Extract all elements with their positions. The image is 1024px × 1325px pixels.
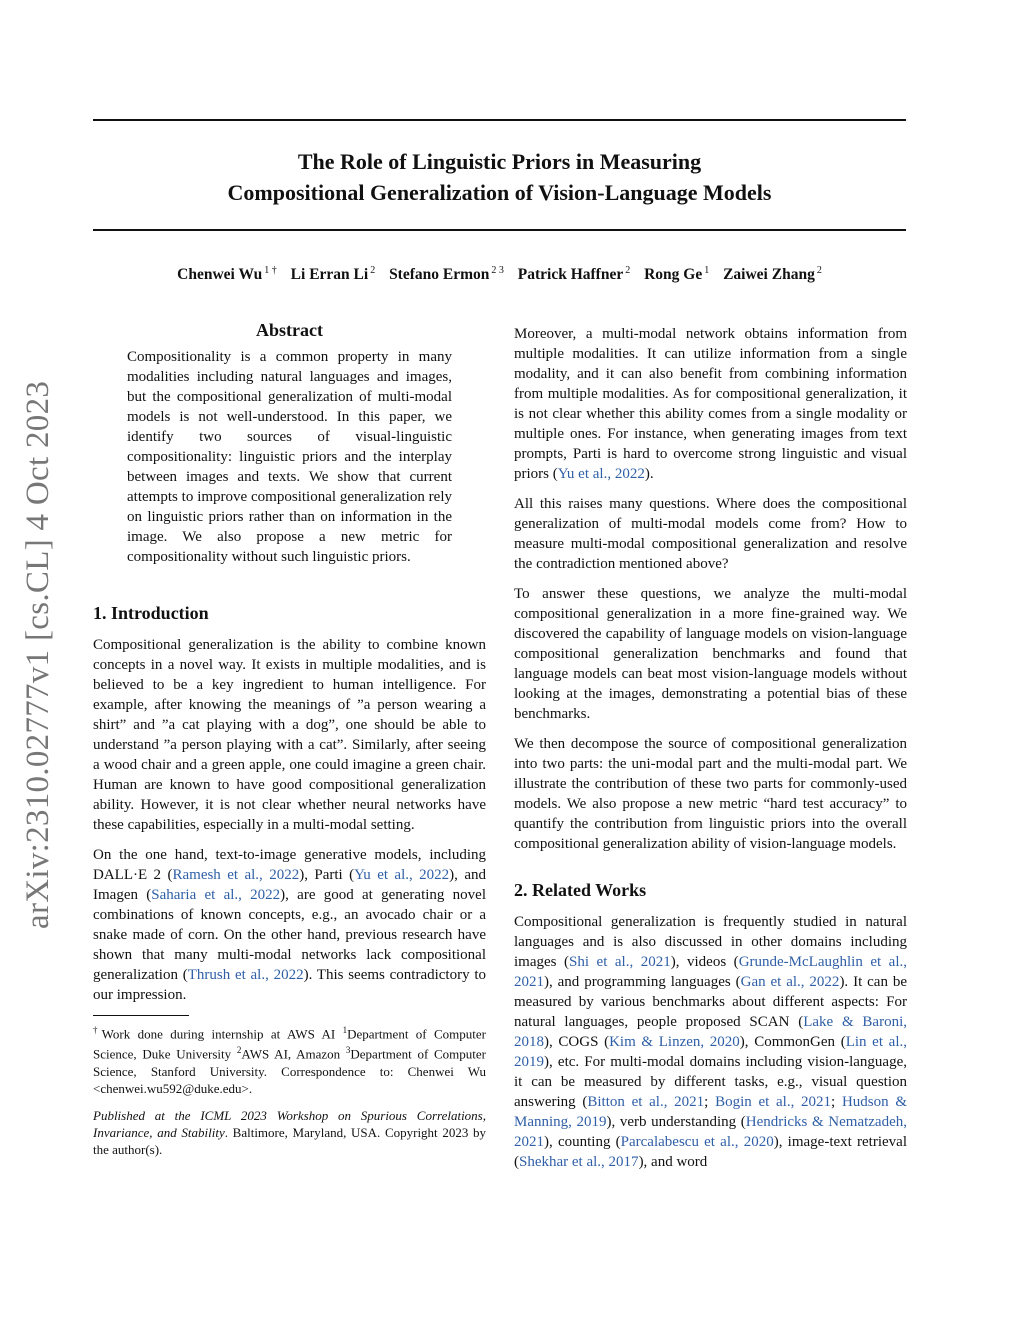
- title-line-2: Compositional Generalization of Vision-Language Models: [227, 180, 772, 205]
- intro-paragraph-5: To answer these questions, we analyze the multi-modal compositional generalization in a more fine-grained way. We discovered the capability of language models on vision-language compositional generalization benchmarks and found that language models can beat most vision-language models without looking at the images, demonstrating a potential bias of these benchmarks.: [514, 586, 907, 722]
- author: Zaiwei Zhang $^2$: [723, 265, 822, 284]
- paper-title: [93, 146, 906, 208]
- author-list: [93, 265, 906, 284]
- related-works-heading: 2. Related Works: [514, 880, 647, 900]
- abstract-heading: Abstract: [256, 320, 323, 340]
- citation-link[interactable]: Shekhar et al., 2017: [519, 1154, 639, 1170]
- citation-link[interactable]: Yu et al., 2022: [354, 867, 450, 883]
- citation-link[interactable]: Hudson & Manning, 2019: [514, 1094, 907, 1130]
- footnote: †Work done during internship at AWS AI $^1$Department of Computer Science, Duke University $^2$AWS AI, Amazon $^3$Department of Computer Science, Stanford University. Correspondence to: Chenwei Wu <chenwei.wu592@duke.edu>.: [93, 1025, 487, 1096]
- related-works-paragraph: Compositional generalization is frequently studied in natural languages and is also discussed in other domains including images (Shi et al., 2021), videos (Grunde-McLaughlin et al., 2021), and programming languages (Gan et al., 2022). It can be measured by various benchmarks about different aspects: For natural languages, people proposed SCAN (Lake & Baroni, 2018), COGS (Kim & Linzen, 2020), CommonGen (Lin et al., 2019), etc. For multi-modal domains including vision-language, it can be measured by different tasks, e.g., visual question answering (Bitton et al., 2021; Bogin et al., 2021; Hudson & Manning, 2019), verb understanding (Hendricks & Nematzadeh, 2021), counting (Parcalabescu et al., 2020), image-text retrieval (Shekhar et al., 2017), and word: [514, 914, 908, 1170]
- citation-link[interactable]: Thrush et al., 2022: [187, 967, 304, 983]
- citation-link[interactable]: Saharia et al., 2022: [151, 887, 281, 903]
- citation-link[interactable]: Bogin et al., 2021: [715, 1094, 832, 1110]
- title-rule-top: [93, 119, 906, 121]
- author: Chenwei Wu $^{1 \dagger}$: [177, 265, 277, 284]
- citation-link[interactable]: Gan et al., 2022: [740, 974, 840, 990]
- intro-paragraph-2: On the one hand, text-to-image generative models, including DALL·E 2 (Ramesh et al., 2022), Parti (Yu et al., 2022), and Imagen (Saharia et al., 2022), are good at generating novel combinations of known concepts, e.g., an avocado chair or a snake made of corn. On the other hand, previous research have shown that many multi-modal networks lack compositional generalization (Thrush et al., 2022). This seems contradictory to our impression.: [93, 847, 487, 1003]
- intro-paragraph-4: All this raises many questions. Where does the compositional generalization of multi-modal models come from? How to measure multi-modal compositional generalization and resolve the contradiction mentioned above?: [514, 496, 907, 572]
- citation-link[interactable]: Hendricks & Nematzadeh, 2021: [514, 1114, 907, 1150]
- intro-paragraph-3: Moreover, a multi-modal network obtains information from multiple modalities. It can utilize information from a single modality, and it can also benefit from combining information from multiple modalities. As for compositional generalization, it is not clear whether this ability comes from a single modality or multiple ones. For instance, when generating images from text prompts, Parti is hard to overcome strong linguistic and visual priors (Yu et al., 2022).: [514, 326, 907, 482]
- author: Stefano Ermon $^{2 3}$: [389, 265, 504, 284]
- citation-link[interactable]: Kim & Linzen, 2020: [609, 1034, 740, 1050]
- author: Li Erran Li $^2$: [290, 265, 376, 284]
- citation-link[interactable]: Bitton et al., 2021: [587, 1094, 705, 1110]
- author: Rong Ge $^1$: [644, 265, 710, 284]
- footnote-rule: [93, 1015, 189, 1016]
- intro-paragraph-6: We then decompose the source of compositional generalization into two parts: the uni-modal part and the multi-modal part. We illustrate the contribution of these two parts for commonly-used models. We also propose a new metric “hard test accuracy” to quantify the contribution from linguistic priors into the overall compositional generalization ability of vision-language models.: [514, 736, 907, 852]
- citation-link[interactable]: Lin et al., 2019: [514, 1034, 907, 1070]
- citation-link[interactable]: Ramesh et al., 2022: [172, 867, 300, 883]
- publication-note: Published at the ICML 2023 Workshop on Spurious Correlations, Invariance, and Stability. Baltimore, Maryland, USA. Copyright 2023 by the author(s).: [93, 1107, 486, 1157]
- author: Patrick Haffner $^2$: [517, 265, 631, 284]
- introduction-heading: 1. Introduction: [93, 603, 209, 623]
- arxiv-identifier: arXiv:2310.02777v1 [cs.CL] 4 Oct 2023: [20, 380, 56, 929]
- citation-link[interactable]: Yu et al., 2022: [557, 466, 645, 482]
- citation-link[interactable]: Shi et al., 2021: [569, 954, 671, 970]
- intro-paragraph-1: Compositional generalization is the ability to combine known concepts in a novel way. It exists in multiple modalities, and is believed to be a key ingredient to human intelligence. For example, after knowing the meanings of ”a person wearing a shirt” and ”a cat playing with a dog”, one should be able to understand ”a person playing with a cat”. Similarly, after seeing a wood chair and a green apple, one could imagine a green chair. Human are known to have good compositional generalization ability. However, it is not clear whether neural networks have these capabilities, especially in a multi-modal setting.: [93, 637, 486, 833]
- right-column: [514, 324, 907, 1182]
- left-column: [93, 320, 486, 1168]
- citation-link[interactable]: Parcalabescu et al., 2020: [620, 1134, 774, 1150]
- title-rule-bottom: [93, 229, 906, 231]
- abstract-text: Compositionality is a common property in many modalities including natural languages and images, but the compositional generalization of multi-modal models is not well-understood. In this paper, we identify two sources of visual-linguistic compositionality: linguistic priors and the interplay between images and texts. We show that current attempts to improve compositional generalization rely on linguistic priors rather than on information in the image. We also propose a new metric for compositionality without such linguistic priors.: [127, 349, 452, 565]
- title-line-1: The Role of Linguistic Priors in Measuring: [297, 149, 702, 174]
- citation-link[interactable]: Lake & Baroni, 2018: [514, 1014, 907, 1050]
- citation-link[interactable]: Grunde-McLaughlin et al., 2021: [514, 954, 908, 990]
